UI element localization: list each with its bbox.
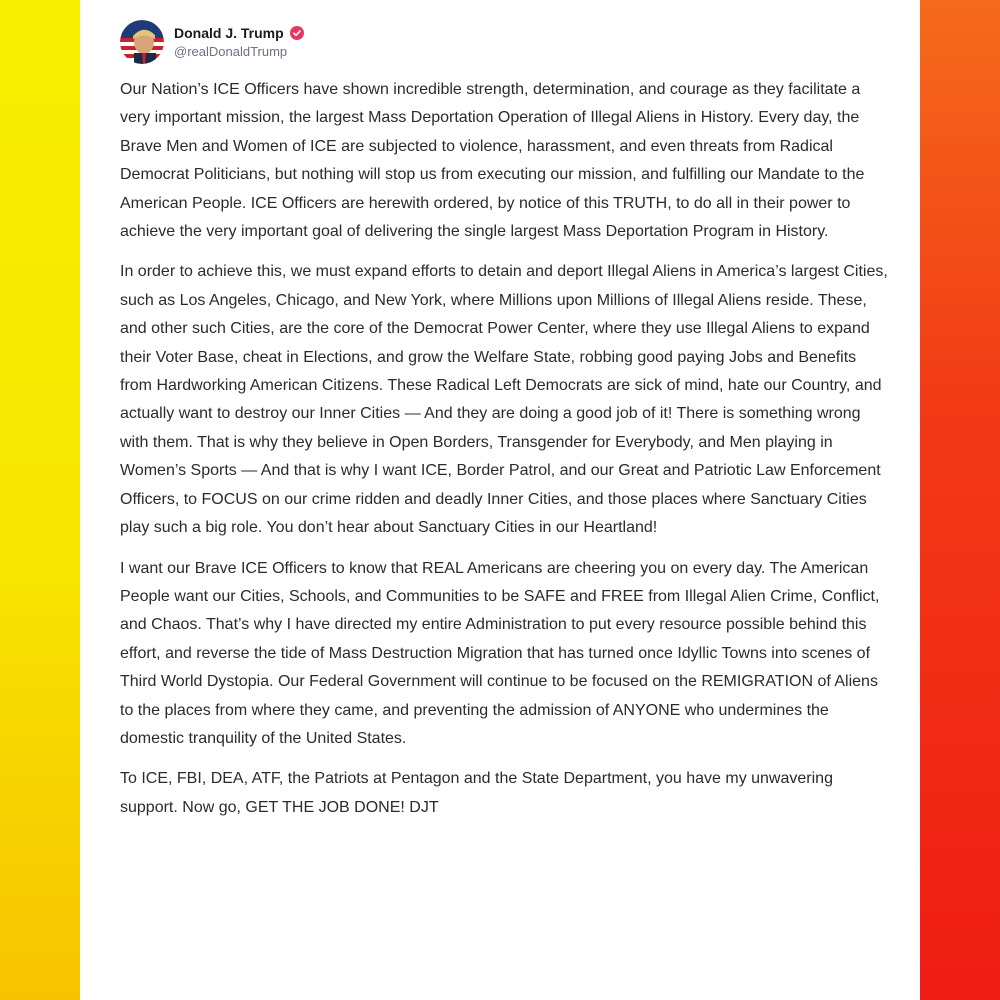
avatar[interactable] (120, 20, 164, 64)
background-left-gradient (0, 0, 80, 1000)
background-right-gradient (920, 0, 1000, 1000)
post-paragraph: Our Nation’s ICE Officers have shown incredible strength, determination, and courage as they facilitate a very important mission, the largest Mass Deportation Operation of Illegal Aliens in History. Every day, the Brave Men and Women of ICE are subjected to violence, harassment, and even threats from Radical Democrat Politicians, but nothing will stop us from executing our mission, and fulfilling our Mandate to the American People. ICE Officers are herewith ordered, by notice of this TRUTH, to do all in their power to achieve the very important goal of delivering the single largest Mass Deportation Program in History. (120, 81, 865, 241)
post-body (120, 76, 890, 834)
author-name[interactable]: Donald J. Trump (174, 24, 284, 41)
post-paragraph: To ICE, FBI, DEA, ATF, the Patriots at Pentagon and the State Department, you have my unwavering support. Now go, GET THE JOB DONE! DJT (120, 770, 833, 816)
author-name-row (174, 25, 304, 42)
post-header (120, 20, 304, 64)
post-paragraph: In order to achieve this, we must expand efforts to detain and deport Illegal Aliens in America’s largest Cities, such as Los Angeles, Chicago, and New York, where Millions upon Millions of Illegal Aliens reside. These, and other such Cities, are the core of the Democrat Power Center, where they use Illegal Aliens to expand their Voter Base, cheat in Elections, and grow the Welfare State, robbing good paying Jobs and Benefits from Hardworking American Citizens. These Radical Left Democrats are sick of mind, hate our Country, and actually want to destroy our Inner Cities — And they are doing a good job of it! There is something wrong with them. That is why they believe in Open Borders, Transgender for Everybody, and Men playing in Women’s Sports — And that is why I want ICE, Border Patrol, and our Great and Patriotic Law Enforcement Officers, to FOCUS on our crime ridden and deadly Inner Cities, and those places where Sanctuary Cities play such a big role. You don’t hear about Sanctuary Cities in our Heartland! (120, 263, 888, 537)
author-handle[interactable]: @realDonaldTrump (174, 43, 288, 59)
post-card (80, 0, 920, 1000)
verified-badge-icon (290, 26, 304, 40)
post-paragraph: I want our Brave ICE Officers to know that REAL Americans are cheering you on every day. The American People want our Cities, Schools, and Communities to be SAFE and FREE from Illegal Alien Crime, Conflict, and Chaos. That’s why I have directed my entire Administration to put every resource possible behind this effort, and reverse the tide of Mass Destruction Migration that has turned once Idyllic Towns into scenes of Third World Dystopia. Our Federal Government will continue to be focused on the REMIGRATION of Aliens to the places from where they came, and preventing the admission of ANYONE who undermines the domestic tranquility of the United States. (120, 559, 880, 747)
author-info (174, 25, 304, 59)
